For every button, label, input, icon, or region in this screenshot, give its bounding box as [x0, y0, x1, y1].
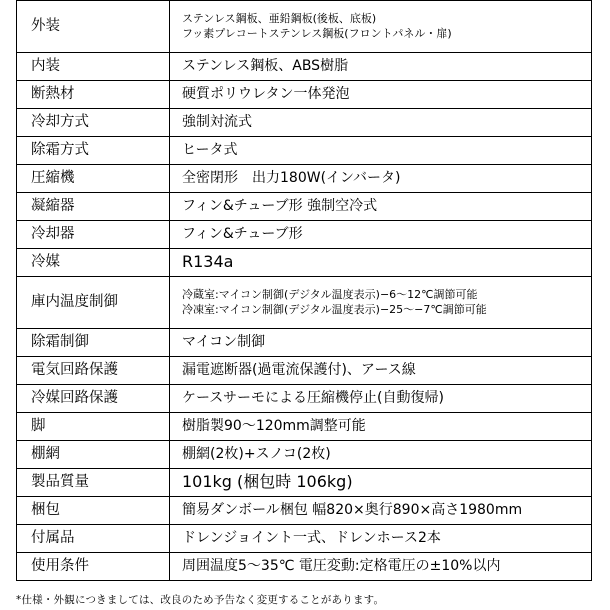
spec-value	[170, 497, 592, 525]
spec-row	[17, 385, 592, 413]
spec-label: 脚	[17, 413, 170, 441]
spec-value	[170, 137, 592, 165]
spec-value-line: 硬質ポリウレタン一体発泡	[182, 86, 350, 103]
spec-value-line: 全密閉形 出力180W(インバータ)	[182, 170, 401, 187]
spec-table	[16, 0, 592, 581]
spec-row	[17, 1, 592, 53]
spec-value-line: ケースサーモによる圧縮機停止(自動復帰)	[182, 390, 444, 407]
spec-label: 付属品	[17, 525, 170, 553]
spec-value	[170, 1, 592, 53]
spec-row	[17, 193, 592, 221]
spec-row	[17, 469, 592, 497]
spec-row	[17, 165, 592, 193]
spec-value-line: 樹脂製90〜120mm調整可能	[182, 418, 366, 435]
spec-value-line: フィン&チューブ形	[182, 226, 303, 243]
spec-row	[17, 221, 592, 249]
spec-value-line: ドレンジョイント一式、ドレンホース2本	[182, 530, 441, 547]
spec-value-line: 漏電遮断器(過電流保護付)、アース線	[182, 362, 416, 379]
spec-label: 棚網	[17, 441, 170, 469]
spec-label: 圧縮機	[17, 165, 170, 193]
spec-label: 凝縮器	[17, 193, 170, 221]
spec-row	[17, 109, 592, 137]
spec-label: 除霜制御	[17, 329, 170, 357]
spec-row	[17, 329, 592, 357]
spec-row	[17, 553, 592, 581]
spec-value-line: 周囲温度5〜35℃ 電圧変動:定格電圧の±10%以内	[182, 558, 501, 575]
spec-value-line: フッ素プレコートステンレス鋼板(フロントパネル・扉)	[182, 26, 452, 40]
spec-value	[170, 553, 592, 581]
spec-value-line: 簡易ダンボール梱包 幅820×奥行890×高さ1980mm	[182, 502, 523, 519]
spec-label: 内装	[17, 53, 170, 81]
spec-row	[17, 277, 592, 329]
spec-value	[170, 165, 592, 193]
spec-value	[170, 277, 592, 329]
spec-value-line: 強制対流式	[182, 114, 252, 131]
spec-row	[17, 249, 592, 277]
spec-row	[17, 497, 592, 525]
spec-value-line: 棚網(2枚)+スノコ(2枚)	[182, 446, 331, 463]
spec-label: 庫内温度制御	[17, 277, 170, 329]
spec-value-line: ステンレス鋼板、亜鉛鋼板(後板、底板)	[182, 11, 377, 25]
spec-value-line: フィン&チューブ形 強制空冷式	[182, 198, 378, 215]
spec-value-line: 冷蔵室:マイコン制御(デジタル温度表示)−6〜12℃調節可能	[182, 287, 478, 301]
spec-label: 冷媒	[17, 249, 170, 277]
spec-value-line: 冷凍室:マイコン制御(デジタル温度表示)−25〜−7℃調節可能	[182, 302, 487, 316]
spec-value	[170, 469, 592, 497]
spec-value	[170, 249, 592, 277]
spec-value-line: R134a	[182, 252, 234, 272]
spec-label: 冷却方式	[17, 109, 170, 137]
spec-label: 除霜方式	[17, 137, 170, 165]
spec-value-line: ステンレス鋼板、ABS樹脂	[182, 58, 349, 75]
spec-row	[17, 137, 592, 165]
spec-value	[170, 357, 592, 385]
spec-row	[17, 81, 592, 109]
spec-row	[17, 413, 592, 441]
spec-label: 外装	[17, 1, 170, 53]
spec-value	[170, 385, 592, 413]
spec-value	[170, 81, 592, 109]
spec-label: 断熱材	[17, 81, 170, 109]
spec-value-line: マイコン制御	[182, 334, 266, 351]
spec-row	[17, 441, 592, 469]
spec-row	[17, 53, 592, 81]
spec-value	[170, 193, 592, 221]
spec-value	[170, 109, 592, 137]
spec-row	[17, 525, 592, 553]
spec-value	[170, 525, 592, 553]
spec-value	[170, 53, 592, 81]
spec-value-line: 101kg (梱包時 106kg)	[182, 472, 353, 492]
spec-value	[170, 441, 592, 469]
spec-value-line: ヒータ式	[182, 142, 238, 159]
spec-value	[170, 329, 592, 357]
spec-label: 冷媒回路保護	[17, 385, 170, 413]
spec-label: 梱包	[17, 497, 170, 525]
spec-label: 製品質量	[17, 469, 170, 497]
spec-label: 電気回路保護	[17, 357, 170, 385]
spec-label: 冷却器	[17, 221, 170, 249]
footnote: *仕様・外観につきましては、改良のため予告なく変更することがあります。	[16, 594, 385, 606]
spec-value	[170, 221, 592, 249]
spec-label: 使用条件	[17, 553, 170, 581]
spec-row	[17, 357, 592, 385]
spec-value	[170, 413, 592, 441]
